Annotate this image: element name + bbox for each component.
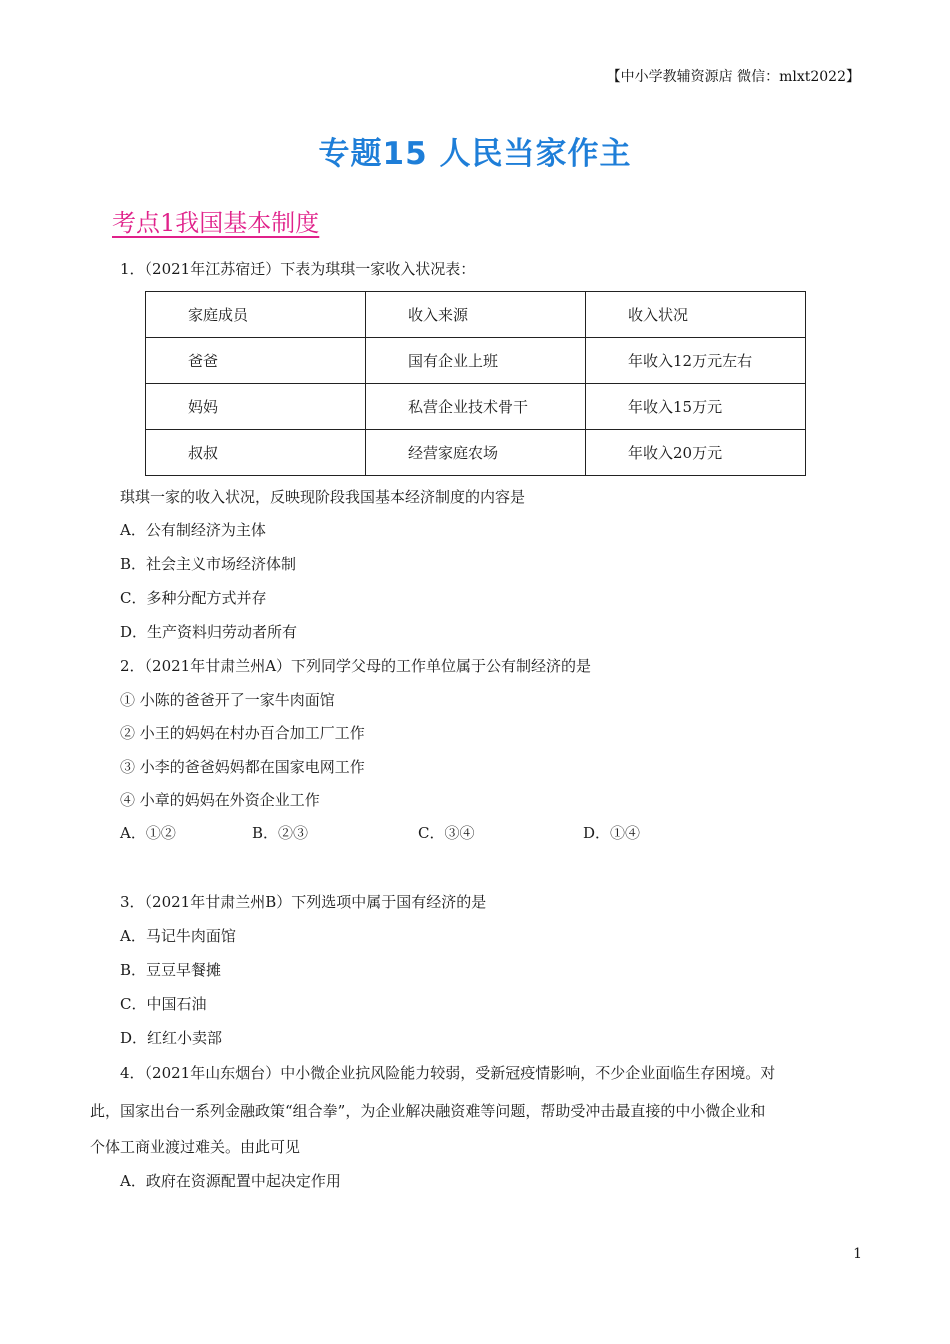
q2-stem: 2．（2021年甘肃兰州A）下列同学父母的工作单位属于公有制经济的是 <box>120 657 592 675</box>
q2-item: ④ 小章的妈妈在外资企业工作 <box>120 791 320 809</box>
table-cell: 年收入20万元 <box>586 430 806 476</box>
q2-options <box>120 822 680 842</box>
q1-option-d: D．生产资料归劳动者所有 <box>120 623 298 641</box>
q2-item: ② 小王的妈妈在村办百合加工厂工作 <box>120 724 365 742</box>
q1-option-c: C．多种分配方式并存 <box>120 589 267 607</box>
page-number: 1 <box>853 1246 862 1262</box>
header-note: 【中小学教辅资源店 微信：mlxt2022】 <box>606 69 860 85</box>
q3-option-a: A．马记牛肉面馆 <box>120 927 236 945</box>
q2-option-a: A．①② <box>120 824 176 842</box>
table-cell: 国有企业上班 <box>366 338 586 384</box>
q3-stem: 3．（2021年甘肃兰州B）下列选项中属于国有经济的是 <box>120 893 487 911</box>
table-cell: 妈妈 <box>146 384 366 430</box>
q2-item: ③ 小李的爸爸妈妈都在国家电网工作 <box>120 758 365 776</box>
q3-option-d: D．红红小卖部 <box>120 1029 223 1047</box>
table-cell: 经营家庭农场 <box>366 430 586 476</box>
table-cell: 私营企业技术骨干 <box>366 384 586 430</box>
q2-option-c: C．③④ <box>418 824 475 842</box>
table-row <box>146 338 806 384</box>
q2-option-b: B．②③ <box>252 824 309 842</box>
q1-option-a: A．公有制经济为主体 <box>120 521 266 539</box>
q2-option-d: D．①④ <box>583 824 641 842</box>
page-title: 专题15 人民当家作主 <box>318 136 632 172</box>
table-cell: 年收入15万元 <box>586 384 806 430</box>
q4-line-3: 个体工商业渡过难关。由此可见 <box>90 1138 301 1156</box>
q3-option-b: B．豆豆早餐摊 <box>120 961 222 979</box>
table-header-cell: 家庭成员 <box>146 292 366 338</box>
table-cell: 年收入12万元左右 <box>586 338 806 384</box>
q4-line-2: 此，国家出台一系列金融政策“组合拳”，为企业解决融资难等问题，帮助受冲击最直接的中小微企业和 <box>90 1102 766 1120</box>
q4-option-a: A．政府在资源配置中起决定作用 <box>120 1172 341 1190</box>
income-table <box>145 291 806 476</box>
table-header-cell: 收入来源 <box>366 292 586 338</box>
table-cell: 叔叔 <box>146 430 366 476</box>
table-header-cell: 收入状况 <box>586 292 806 338</box>
table-row <box>146 430 806 476</box>
q1-stem: 1．（2021年江苏宿迁）下表为琪琪一家收入状况表： <box>120 260 476 278</box>
table-cell: 爸爸 <box>146 338 366 384</box>
q3-option-c: C．中国石油 <box>120 995 207 1013</box>
q1-option-b: B．社会主义市场经济体制 <box>120 555 297 573</box>
q1-question: 琪琪一家的收入状况，反映现阶段我国基本经济制度的内容是 <box>120 488 526 506</box>
q2-item: ① 小陈的爸爸开了一家牛肉面馆 <box>120 691 335 709</box>
section-title: 考点1我国基本制度 <box>112 209 320 237</box>
table-row <box>146 384 806 430</box>
table-header-row <box>146 292 806 338</box>
q4-line-1: 4．（2021年山东烟台）中小微企业抗风险能力较弱，受新冠疫情影响，不少企业面临生存困境。对 <box>120 1064 776 1082</box>
